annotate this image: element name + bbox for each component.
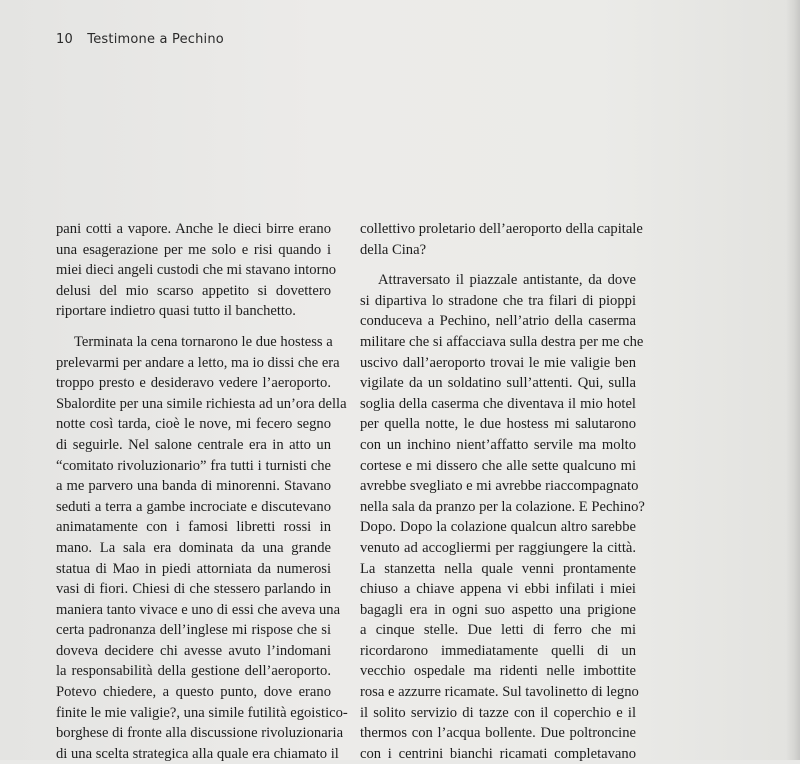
text-line: della Cina? <box>360 241 427 258</box>
text-line: collettivo proletario dell’aeroporto della capitale <box>360 221 643 237</box>
text-line: borghese di fronte alla discussione rivoluzionaria <box>56 725 344 742</box>
text-line: uscivo dall’aeroporto trovai le mie valigie ben <box>360 354 636 371</box>
text-line: finite le mie valigie?, una simile futilità egoistico- <box>56 704 348 721</box>
text-line: Terminata la cena tornarono le due hostess a <box>74 333 333 350</box>
page-number: 10 <box>56 32 73 47</box>
text-line: vecchio ospedale ma ridenti nelle imbottite <box>360 663 636 680</box>
text-line: avrebbe svegliato e mi avrebbe riaccompagnato <box>360 478 639 495</box>
paragraph-gap <box>56 322 331 332</box>
text-line: mano. La sala era dominata da una grande <box>56 539 331 556</box>
text-line: thermos con l’acqua bollente. Due poltroncine <box>360 725 636 742</box>
text-line: maniera tanto vivace e uno di essi che aveva una <box>56 601 341 618</box>
right-text-column <box>360 219 645 764</box>
text-line: seduti a terra a gambe incrociate e discutevano <box>56 498 331 515</box>
text-line: troppo presto e desideravo vedere l’aeroporto. <box>56 375 331 392</box>
text-line: “comitato rivoluzionario” fra tutti i turnisti che <box>56 457 331 474</box>
text-line: venuto ad accogliermi per raggiungere la città. <box>360 539 636 556</box>
text-line: miei dieci angeli custodi che mi stavano intorno <box>56 262 337 279</box>
text-line: ricordarono immediatamente quelli di un <box>360 642 636 659</box>
text-line: con i centrini bianchi ricamati completavano <box>360 745 636 762</box>
text-line: soglia della caserma che diventava il mio hotel <box>360 395 636 412</box>
text-line: statua di Mao in piedi attorniata da numerosi <box>56 560 331 577</box>
text-line: delusi del mio scarso appetito si dovettero <box>56 282 331 299</box>
text-line: la responsabilità della gestione dell’aeroporto. <box>56 663 331 680</box>
text-line: una esagerazione per me solo e risi quando i <box>56 241 331 258</box>
text-line: riportare indietro quasi tutto il banchetto. <box>56 303 296 320</box>
text-line: doveva decidere chi avesse avuto l’indomani <box>56 642 331 659</box>
text-line: per quella notte, le due hostess mi salutarono <box>360 416 636 433</box>
text-line: Dopo. Dopo la colazione qualcun altro sarebbe <box>360 519 636 536</box>
text-line: Potevo chiedere, a questo punto, dove erano <box>56 684 331 701</box>
text-line: chiuso a chiave appena vi ebbi infilati i miei <box>360 581 636 598</box>
text-line: pani cotti a vapore. Anche le dieci birre erano <box>56 221 331 237</box>
text-line: di seguirle. Nel salone centrale era in atto un <box>56 436 331 453</box>
text-line: La stanzetta nella quale venni prontamente <box>360 560 636 577</box>
text-line: certa padronanza dell’inglese mi rispose che si <box>56 622 331 639</box>
text-line: cortese e mi dissero che alle sette qualcuno mi <box>360 457 636 474</box>
running-header <box>56 32 224 47</box>
text-line: prelevarmi per andare a letto, ma io dissi che era <box>56 354 340 371</box>
text-line: vigilate da un soldatino sull’attenti. Qui, sulla <box>360 375 636 392</box>
text-line: si dipartiva lo stradone che tra filari di pioppi <box>360 292 636 309</box>
page-edge-shadow <box>786 0 800 760</box>
left-text-column <box>56 219 348 764</box>
text-line: nella sala da pranzo per la colazione. E Pechino? <box>360 498 645 515</box>
text-line: con un inchino nient’affatto servile ma molto <box>360 436 636 453</box>
paragraph-gap <box>360 260 636 270</box>
text-line: vasi di fiori. Chiesi di che stessero parlando in <box>56 581 331 598</box>
text-line: il solito servizio di tazze con il coperchio e il <box>360 704 636 721</box>
text-line: animatamente con i famosi libretti rossi in <box>56 519 331 536</box>
text-line: bagagli era in ogni suo aspetto una prigione <box>360 601 636 618</box>
text-line: di una scelta strategica alla quale era chiamato il <box>56 745 339 762</box>
running-title: Testimone a Pechino <box>87 32 224 47</box>
text-line: Sbalordite per una simile richiesta ad un’ora della <box>56 395 347 412</box>
text-line: notte così tarda, cioè le nove, mi fecero segno <box>56 416 331 433</box>
text-line: a me parvero una banda di minorenni. Stavano <box>56 478 331 495</box>
text-line: rosa e azzurre ricamate. Sul tavolinetto di legno <box>360 684 639 701</box>
text-line: Attraversato il piazzale antistante, da dove <box>378 272 636 289</box>
text-line: a cinque stelle. Due letti di ferro che mi <box>360 622 636 639</box>
text-line: conduceva a Pechino, nell’atrio della caserma <box>360 313 636 330</box>
text-line: militare che si affacciava sulla destra per me che <box>360 333 644 350</box>
